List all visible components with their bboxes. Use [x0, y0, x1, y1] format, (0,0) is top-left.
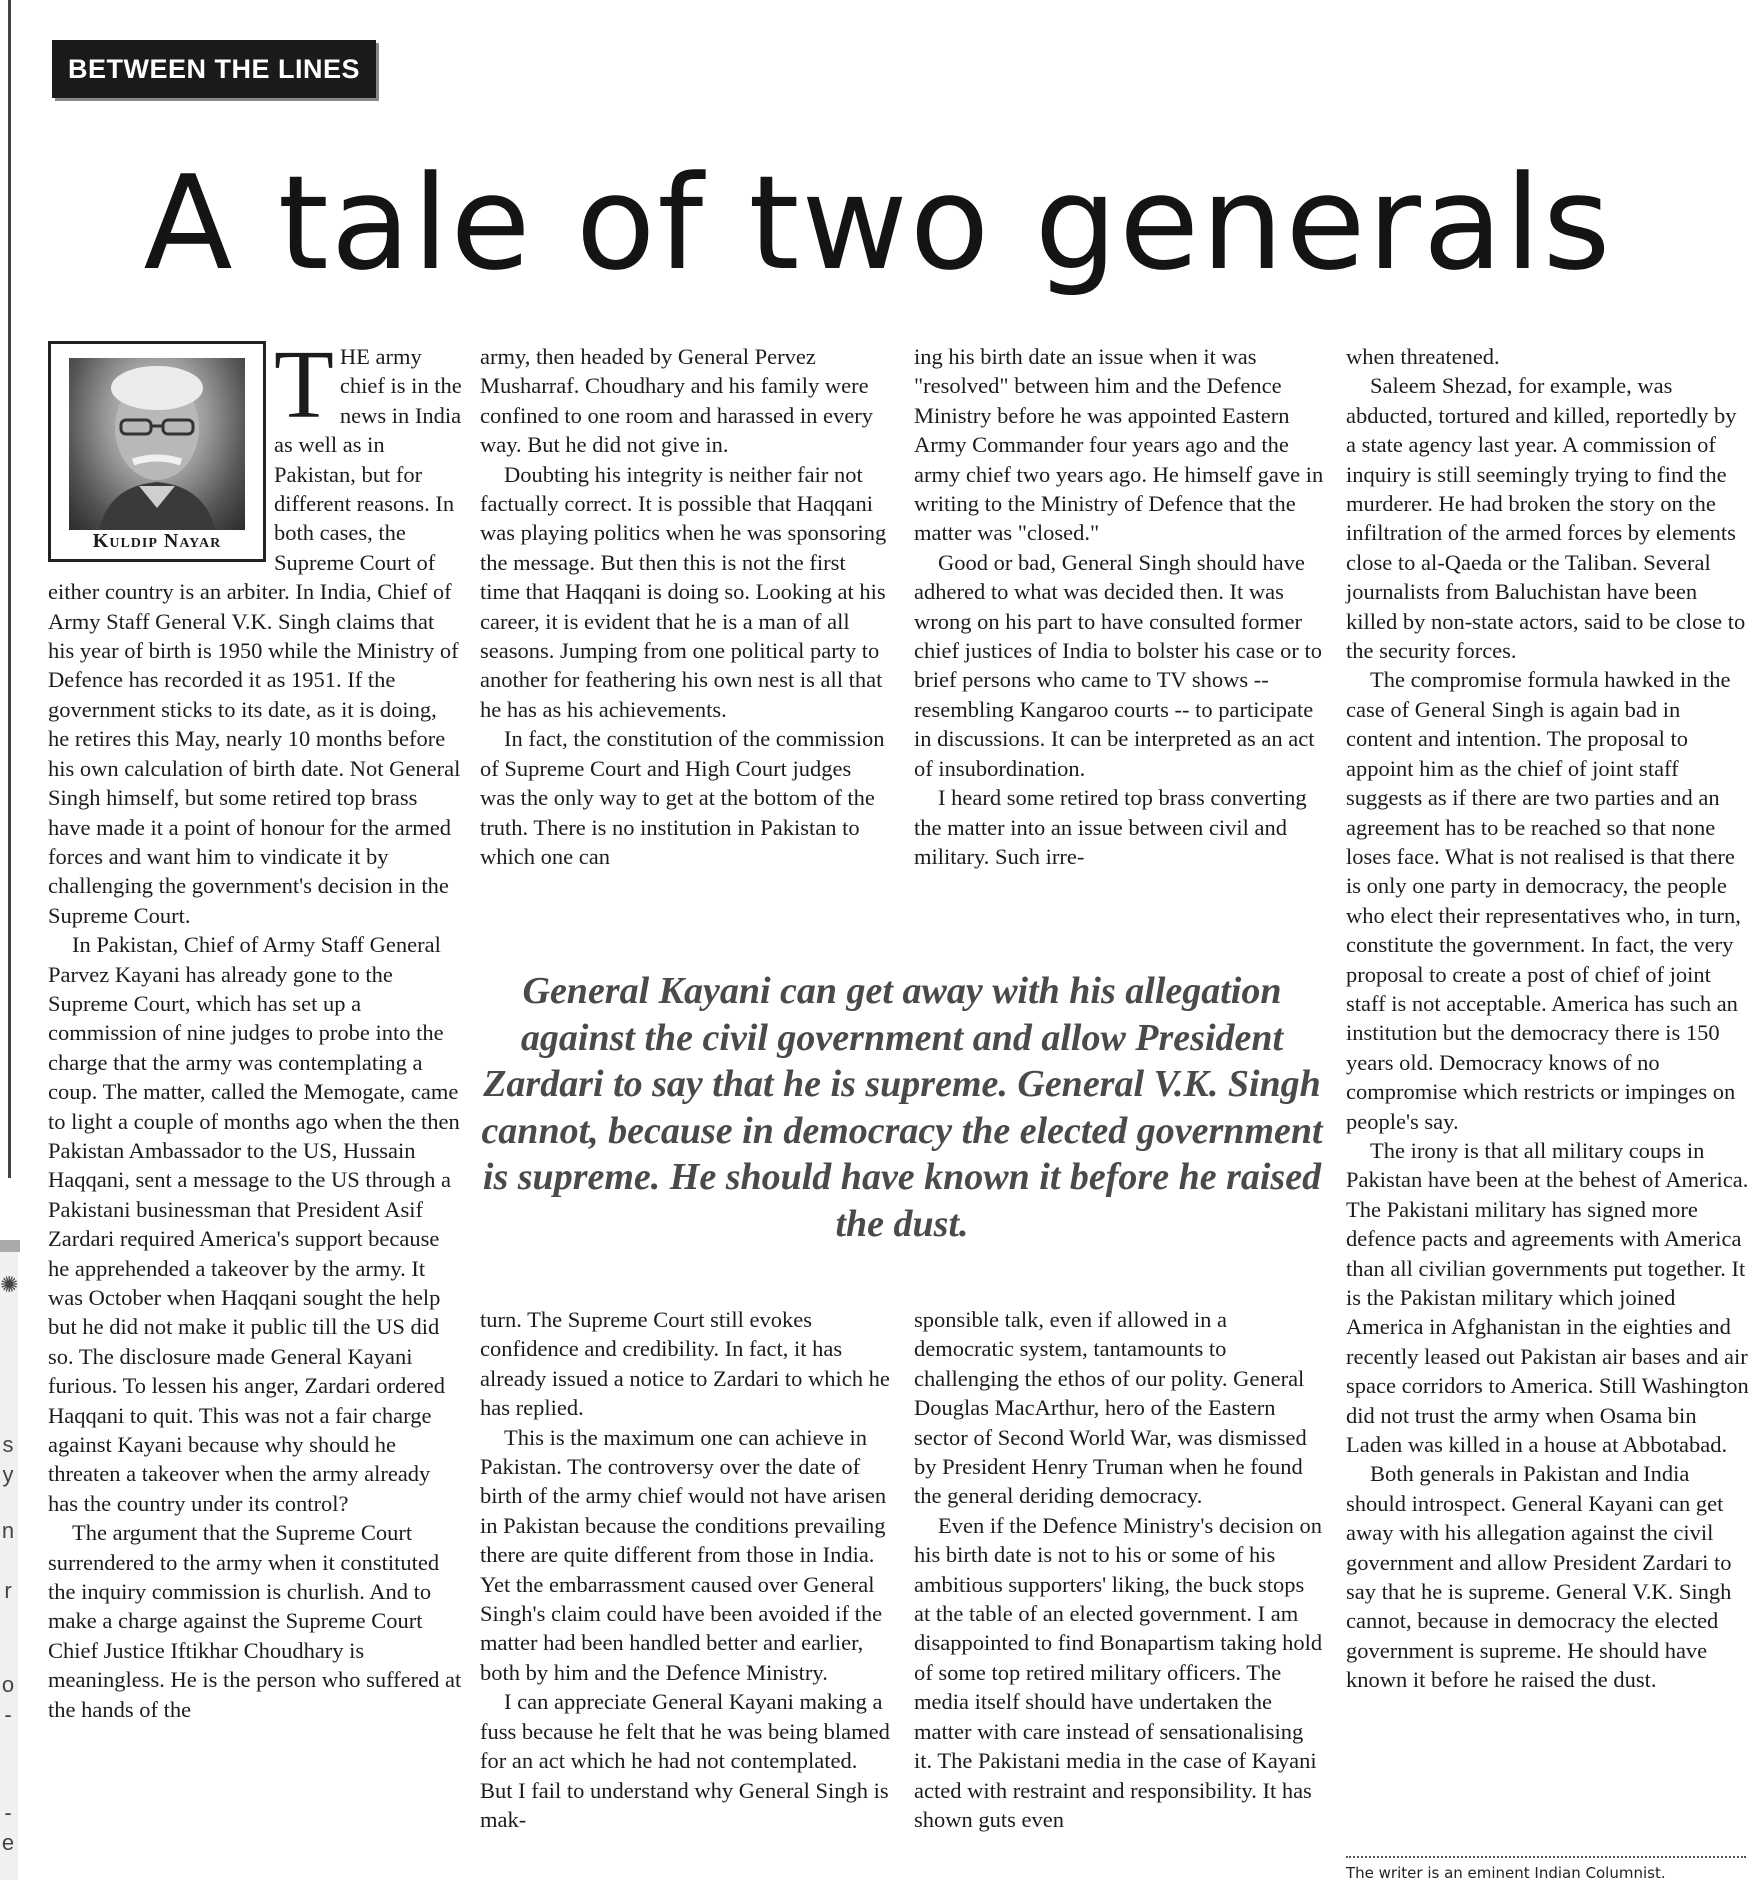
margin-letter: - [4, 1800, 12, 1825]
author-footnote: The writer is an eminent Indian Columnist. [1346, 1864, 1666, 1882]
paragraph: Doubting his integrity is neither fair not factually correct. It is possible that Haqqani was playing politics when he was sponsoring the message. But then this is not the first time that Haqqani is doing so. Looking at his career, it is evident that he is a man of all seasons. Jumping from one political party to another for feathering his own nest is all that he has as his achievements. [480, 461, 887, 722]
paragraph: The irony is that all military coups in Pakistan have been at the behest of America. The Pakistani military has signed more defence pacts and agreements with America than all civilian governments put together. It is the Pakistan military which joined America in Afghanistan in the eighties and recently leased out Pakistan air bases and air space corridors to America. Still Washington did not trust the army when Osama bin Laden was killed in a house at Abbotabad. [1346, 1137, 1749, 1458]
author-box-spacer [48, 342, 274, 573]
paragraph: The argument that the Supreme Court surrendered to the army when it constituted the inquiry commission is churlish. And to make a charge against the Supreme Court Chief Justice Iftikhar Choudhary is meaningless. He is the person who suffered at the hands of the [48, 1520, 462, 1722]
column-1 [48, 331, 462, 1724]
column-2-top [480, 342, 890, 871]
margin-letter: s [2, 1432, 14, 1457]
margin-letter: r [4, 1578, 12, 1603]
footer-divider [1346, 1856, 1746, 1858]
margin-letter: e [1, 1830, 15, 1855]
paragraph: This is the maximum one can achieve in Pakistan. The controversy over the date of birth of the army chief would not have arisen in Pakistan because the conditions prevailing there are quite different from those in India. Yet the embarrassment caused over General Singh's claim could have been avoided if the matter had been handled better and earlier, both by him and the Defence Ministry. [480, 1424, 887, 1685]
pull-quote: General Kayani can get away with his allegation against the civil government and allow President Zardari to say that he is supreme. General V.K. Singh cannot, because in democracy the elected government is supreme. He should have known it before he raised the dust. [481, 970, 1323, 1245]
paragraph: sponsible talk, even if allowed in a democratic system, tantamounts to challenging the ethos of our polity. General Douglas MacArthur, hero of the Eastern sector of Second World War, was dismissed by President Henry Truman when he found the general deriding democracy. [914, 1307, 1307, 1509]
column-2-bottom [480, 1305, 890, 1834]
drop-cap: T [274, 331, 334, 439]
paragraph: In fact, the constitution of the commission of Supreme Court and High Court judges was the only way to get at the bottom of the truth. There is no institution in Pakistan to which one can [480, 726, 885, 869]
lead-paragraph: HE army chief is in the news in India as well as in Pakistan, but for different reasons. In both cases, the Supreme Court of either country is an arbiter. In India, Chief of Army Staff General V.K. Singh claims that his year of birth is 1950 while the Ministry of Defence has recorded it as 1951. If the government sticks to its date, as it is doing, he retires this May, nearly 10 months before his own calculation of birth date. Not General Singh himself, but some retired top brass have made it a point of honour for the armed forces and want him to vindicate it by challenging the government's decision in the Supreme Court. [48, 344, 462, 928]
margin-letter: n [1, 1518, 15, 1543]
author-name: Kuldip Nayar [92, 530, 222, 552]
paragraph: Saleem Shezad, for example, was abducted, tortured and killed, reportedly by a state agency last year. A commission of inquiry is still seemingly trying to find the murderer. He had broken the story on the infiltration of the armed forces by elements close to al-Qaeda or the Taliban. Several journalists from Baluchistan have been killed by non-state actors, said to be close to the security forces. [1346, 373, 1746, 664]
paragraph: I can appreciate General Kayani making a fuss because he felt that he was being blamed for an act which he had not contemplated. But I fail to understand why General Singh is mak- [480, 1689, 890, 1832]
adjacent-page-strip [0, 1240, 18, 1880]
paragraph: The compromise formula hawked in the case of General Singh is again bad in content and intention. The proposal to appoint him as the chief of joint staff suggests as if there are two parties and an agreement has to be reached so that none loses face. What is not realised is that there is only one party in democracy, the people who elect their representatives who, in turn, constitute the government. In fact, the very proposal to create a post of chief of joint staff is not acceptable. America has such an institution but the democracy there is 150 years old. Democracy knows of no compromise which restricts or impinges on people's say. [1346, 667, 1741, 1134]
sun-ornament-icon: ✺ [0, 1272, 19, 1297]
paragraph: ing his birth date an issue when it was "resolved" between him and the Defence Ministry before he was appointed Eastern Army Commander four years ago and the army chief two years ago. He himself gave in writing to the Ministry of Defence that the matter was "closed." [914, 344, 1324, 546]
margin-letter: y [2, 1462, 14, 1487]
column-4 [1346, 342, 1752, 1695]
margin-letter: o [1, 1672, 15, 1697]
paragraph: army, then headed by General Pervez Musharraf. Choudhary and his family were confined to one room and harassed in every way. But he did not give in. [480, 344, 873, 458]
adjacent-page-divider [0, 1240, 20, 1252]
paragraph: Good or bad, General Singh should have adhered to what was decided then. It was wrong on his part to have consulted former chief justices of India to bolster his case or to brief persons who came to TV shows -- resembling Kangaroo courts -- to participate in discussions. It can be interpreted as an act of insubordination. [914, 549, 1323, 781]
paragraph: Both generals in Pakistan and India should introspect. General Kayani can get away with his allegation against the civil government and allow President Zardari to say that he is supreme. General V.K. Singh cannot, because in democracy the elected government is supreme. He should have known it before he raised the dust. [1346, 1461, 1732, 1693]
paragraph: turn. The Supreme Court still evokes confidence and credibility. In fact, it has already issued a notice to Zardari to which he has replied. [480, 1307, 890, 1421]
paragraph: In Pakistan, Chief of Army Staff General Parvez Kayani has already gone to the Supreme Court, which has set up a commission of nine judges to probe into the charge that the army was contemplating a coup. The matter, called the Memogate, came to light a couple of months ago when the then Pakistan Ambassador to the US, Hussain Haqqani, sent a message to the US through a Pakistani businessman that President Asif Zardari required America's support because he apprehended a takeover by the army. It was October when Haqqani sought the help but he did not make it public till the US did so. The disclosure made General Kayani furious. To lessen his anger, Zardari ordered Haqqani to quit. This was not a fair charge against Kayani because why should he threaten a takeover when the army already has the country under its control? [48, 932, 460, 1516]
column-3-top [914, 342, 1324, 871]
column-3-bottom [914, 1305, 1324, 1834]
section-tag: BETWEEN THE LINES [52, 40, 376, 98]
paragraph: when threatened. [1346, 344, 1500, 369]
paragraph: Even if the Defence Ministry's decision on his birth date is not to his or some of his ambitious supporters' liking, the buck stops at the table of an elected government. I am disappointed to find Bonapartism taking hold of some top retired military officers. The media itself should have undertaken the matter with care instead of sensationalising it. The Pakistani media in the case of Kayani acted with restraint and responsibility. It has shown guts even [914, 1512, 1323, 1832]
headline: A tale of two generals [143, 147, 1613, 299]
margin-letter: - [4, 1702, 12, 1727]
paragraph: I heard some retired top brass converting the matter into an issue between civil and military. Such irre- [914, 785, 1307, 869]
